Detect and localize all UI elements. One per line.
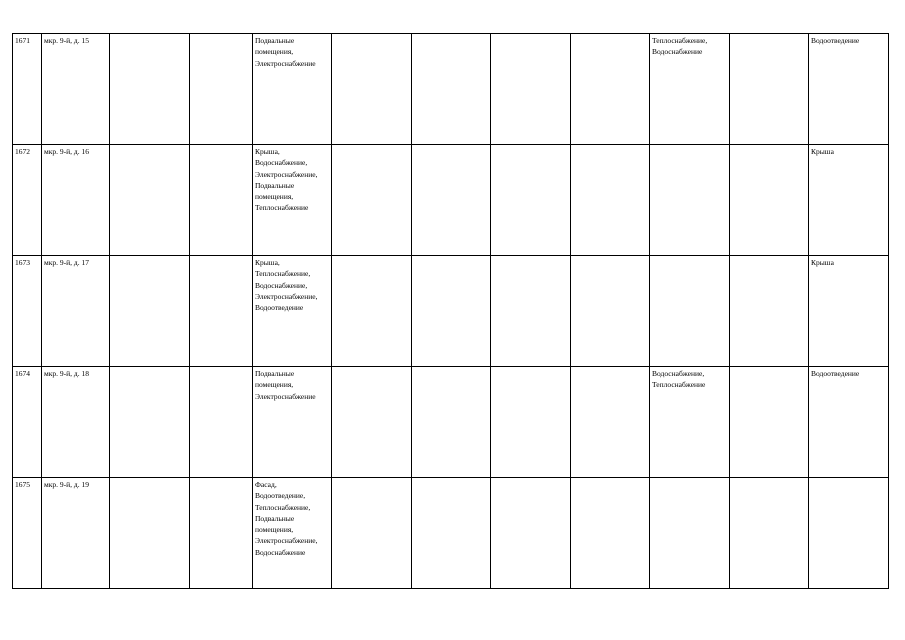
row-number-cell: 1673 (13, 256, 42, 367)
row-number-cell: 1671 (13, 34, 42, 145)
empty-cell (491, 478, 571, 589)
systems-cell: Водоотведение (809, 34, 889, 145)
works-list-cell: Фасад, Водоотведение, Теплоснабжение, Подвальные помещения, Электроснабжение, Водоснабжение (253, 478, 332, 589)
empty-cell (110, 34, 190, 145)
address-cell: мкр. 9-й, д. 17 (42, 256, 110, 367)
empty-cell (491, 145, 571, 256)
empty-cell (332, 145, 412, 256)
row-number-cell: 1672 (13, 145, 42, 256)
address-cell: мкр. 9-й, д. 19 (42, 478, 110, 589)
empty-cell (332, 256, 412, 367)
systems-cell: Крыша (809, 256, 889, 367)
address-cell: мкр. 9-й, д. 15 (42, 34, 110, 145)
empty-cell (571, 145, 650, 256)
empty-cell (491, 34, 571, 145)
systems-cell (809, 478, 889, 589)
table-row (13, 145, 889, 256)
empty-cell (491, 256, 571, 367)
empty-cell (110, 478, 190, 589)
row-number-cell: 1674 (13, 367, 42, 478)
empty-cell (412, 367, 491, 478)
row-number-cell: 1675 (13, 478, 42, 589)
systems-cell: Водоснабжение, Теплоснабжение (650, 367, 730, 478)
empty-cell (110, 367, 190, 478)
works-list-cell: Подвальные помещения, Электроснабжение (253, 367, 332, 478)
systems-cell (650, 256, 730, 367)
empty-cell (571, 34, 650, 145)
address-cell: мкр. 9-й, д. 18 (42, 367, 110, 478)
empty-cell (730, 34, 809, 145)
works-list-cell: Подвальные помещения, Электроснабжение (253, 34, 332, 145)
table-row (13, 34, 889, 145)
empty-cell (730, 256, 809, 367)
systems-cell: Крыша (809, 145, 889, 256)
empty-cell (571, 478, 650, 589)
empty-cell (190, 34, 253, 145)
empty-cell (730, 478, 809, 589)
empty-cell (332, 34, 412, 145)
empty-cell (412, 34, 491, 145)
housing-works-table (12, 33, 889, 589)
empty-cell (571, 367, 650, 478)
empty-cell (730, 367, 809, 478)
empty-cell (412, 145, 491, 256)
address-cell: мкр. 9-й, д. 16 (42, 145, 110, 256)
systems-cell: Теплоснабжение, Водоснабжение (650, 34, 730, 145)
works-list-cell: Крыша, Теплоснабжение, Водоснабжение, Электроснабжение, Водоотведение (253, 256, 332, 367)
systems-cell (650, 145, 730, 256)
works-list-cell: Крыша, Водоснабжение, Электроснабжение, Подвальные помещения, Теплоснабжение (253, 145, 332, 256)
empty-cell (332, 367, 412, 478)
empty-cell (110, 256, 190, 367)
table-row (13, 256, 889, 367)
empty-cell (730, 145, 809, 256)
empty-cell (412, 478, 491, 589)
empty-cell (332, 478, 412, 589)
empty-cell (190, 478, 253, 589)
empty-cell (110, 145, 190, 256)
systems-cell (650, 478, 730, 589)
empty-cell (190, 145, 253, 256)
empty-cell (190, 256, 253, 367)
empty-cell (571, 256, 650, 367)
empty-cell (491, 367, 571, 478)
empty-cell (412, 256, 491, 367)
empty-cell (190, 367, 253, 478)
table-row (13, 367, 889, 478)
table-row (13, 478, 889, 589)
systems-cell: Водоотведение (809, 367, 889, 478)
